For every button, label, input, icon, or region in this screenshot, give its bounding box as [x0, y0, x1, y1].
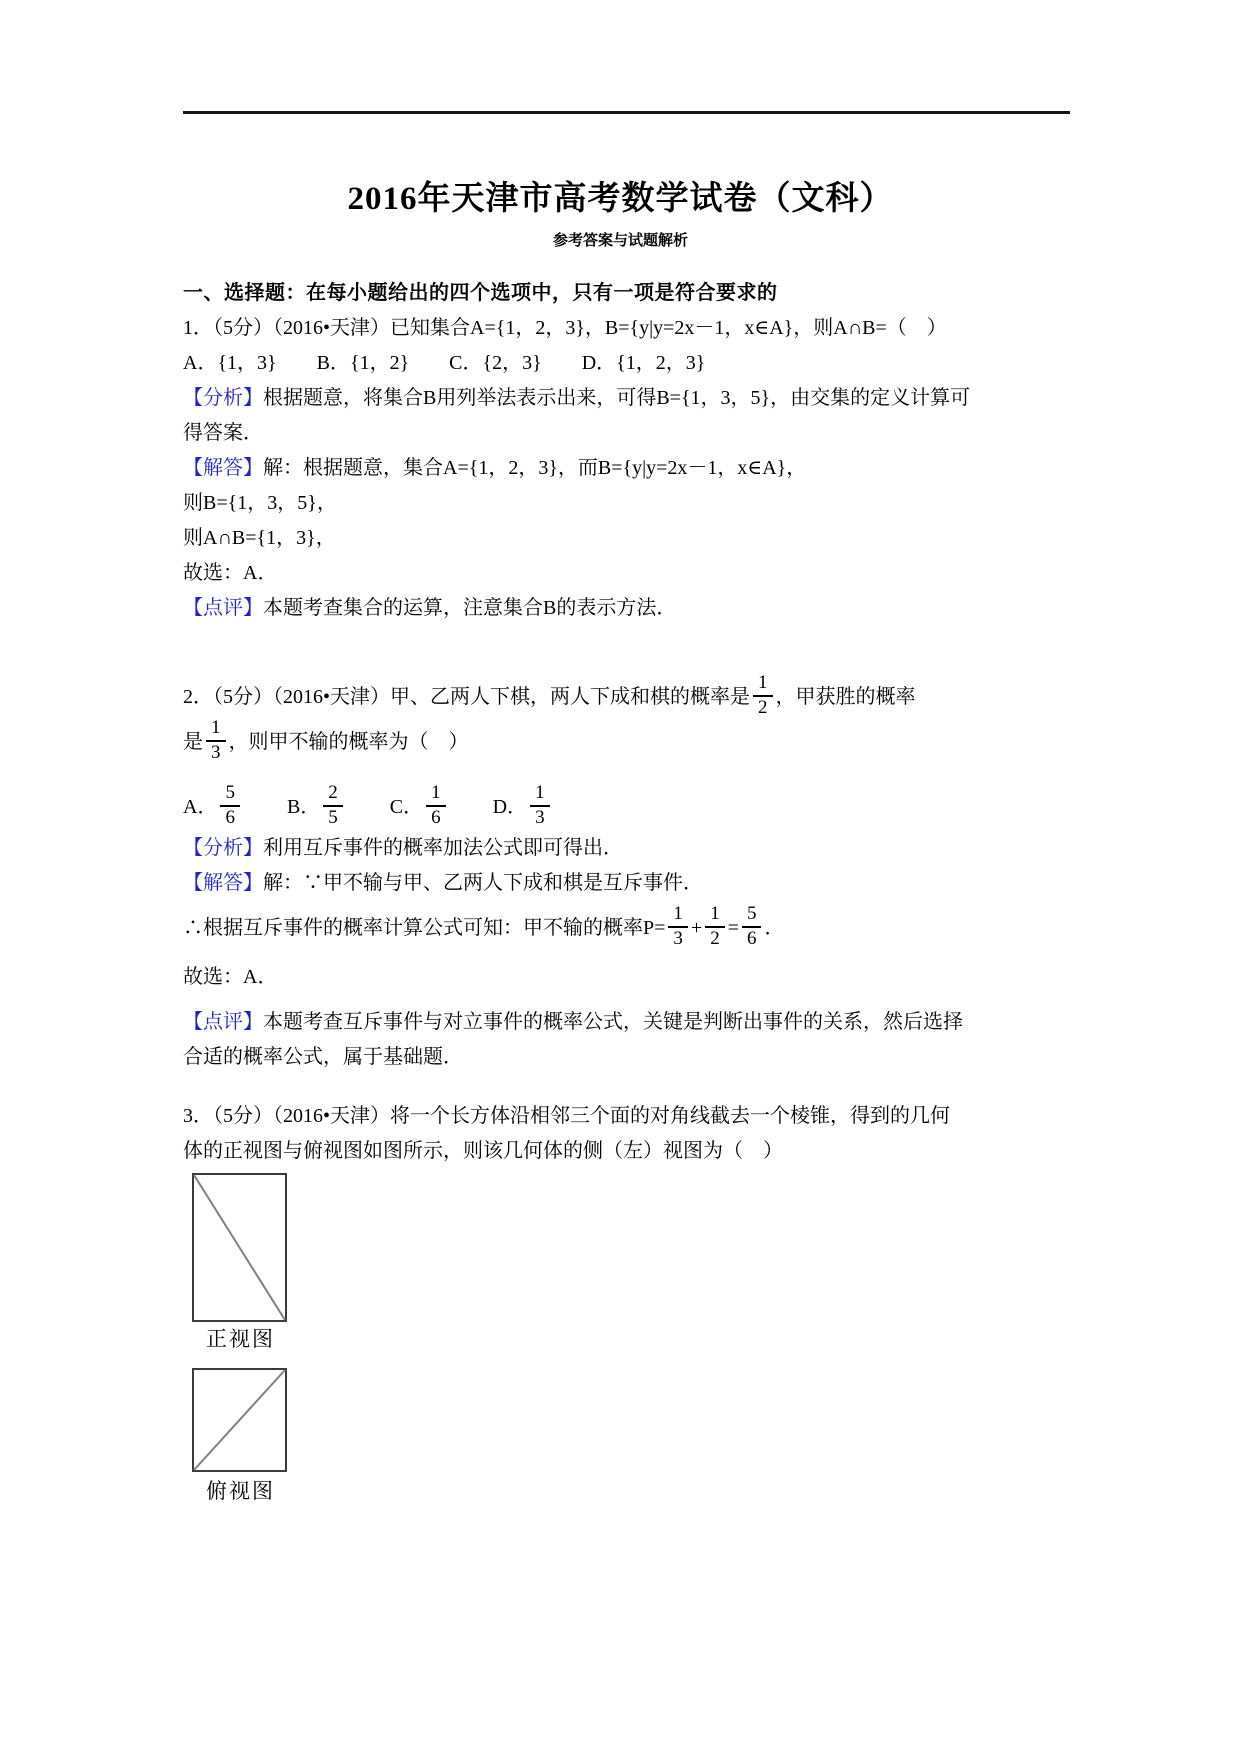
answer-label: 【解答】 [183, 457, 263, 479]
q2-comment-line2: 合适的概率公式，属于基础题． [183, 1046, 463, 1069]
q2-stem-text3: 是 [183, 731, 203, 754]
front-view-label: 正视图 [206, 1327, 275, 1352]
q2-option-d: D． $\frac{1}{3}$ [493, 796, 553, 818]
q2-option-a: A． $\frac{5}{6}$ [183, 796, 243, 818]
page-subtitle: 参考答案与试题解析 [552, 233, 688, 249]
q2-option-c: C． $\frac{1}{6}$ [390, 796, 449, 818]
q2-stem-text4: ，则甲不输的概率为（ ） [228, 731, 469, 754]
q1-analysis-line1 [183, 381, 1073, 416]
q1-solution-line1 [183, 451, 1073, 486]
q2-stem-text1: 2．（5分）（2016•天津）甲、乙两人下棋，两人下成和棋的概率是 [183, 686, 751, 709]
q2-solution-text: 解：∵甲不输与甲、乙两人下成和棋是互斥事件． [263, 872, 703, 895]
q1-analysis-line2: 得答案． [183, 422, 263, 444]
q1-stem: 1．（5分）（2016•天津）已知集合A={1，2，3}，B={y|y=2x－1，x∈A}，则A∩B=（ ） [183, 317, 947, 339]
q2-solution-line1 [183, 866, 1073, 901]
fraction-two-fifths: $\frac{2}{5}$ [323, 783, 343, 828]
q1-solution-line4: 故选：A． [183, 562, 278, 584]
fraction-one-sixth: $\frac{1}{6}$ [426, 783, 446, 828]
front-view-figure [192, 1173, 287, 1322]
fraction-one-third: $\frac{1}{3}$ [206, 718, 226, 763]
q2-option-b: B． $\frac{2}{5}$ [287, 796, 346, 818]
fraction-one-third: $\frac{1}{3}$ [668, 904, 688, 949]
comment-label: 【点评】 [183, 597, 263, 619]
fraction-five-sixths: $\frac{5}{6}$ [220, 783, 240, 828]
top-view-label: 俯视图 [206, 1479, 275, 1504]
q3-stem-line2: 体的正视图与俯视图如图所示，则该几何体的侧（左）视图为（ ） [183, 1140, 783, 1163]
header-rule [183, 111, 1070, 114]
q1-options: A．{1，3} B．{1，2} C．{2，3} D．{1，2，3} [183, 352, 706, 374]
q1-comment-text: 本题考查集合的运算，注意集合B的表示方法． [263, 597, 677, 619]
page-title: 2016年天津市高考数学试卷（文科） [347, 181, 894, 217]
section-heading: 一、选择题：在每小题给出的四个选项中，只有一项是符合要求的 [183, 282, 778, 304]
fraction-one-half: $\frac{1}{2}$ [705, 904, 725, 949]
comment-label: 【点评】 [183, 1011, 263, 1034]
q2-stem-line2 [183, 717, 1073, 766]
q1-solution-line2: 则B={1，3，5}， [183, 492, 337, 514]
equals-sign: = [727, 917, 739, 940]
q1-comment [183, 591, 1073, 626]
period: ． [764, 917, 785, 940]
analysis-label: 【分析】 [183, 837, 263, 860]
q2-comment-text: 本题考查互斥事件与对立事件的概率公式，关键是判断出事件的关系，然后选择 [263, 1011, 963, 1034]
q2-solution-formula [183, 903, 1073, 952]
q2-stem-line1 [183, 672, 1073, 721]
fraction-one-half: $\frac{1}{2}$ [753, 673, 773, 718]
answer-label: 【解答】 [183, 872, 263, 895]
fraction-five-sixths: $\frac{5}{6}$ [742, 904, 762, 949]
q2-analysis-text: 利用互斥事件的概率加法公式即可得出． [263, 837, 623, 860]
q3-figures [192, 1173, 1073, 1506]
analysis-label: 【分析】 [183, 387, 263, 409]
q2-solution-line3: 故选：A． [183, 966, 278, 989]
q1-solution-text: 解：根据题意，集合A={1，2，3}，而B={y|y=2x－1，x∈A}， [263, 457, 807, 479]
q2-formula-text: ∴根据互斥事件的概率计算公式可知：甲不输的概率P= [183, 917, 666, 940]
q1-solution-line3: 则A∩B={1，3}， [183, 527, 336, 549]
document-body [183, 276, 1073, 1506]
q2-options [183, 782, 1073, 831]
q2-comment-line1 [183, 1005, 1073, 1040]
q3-stem-line1: 3．（5分）（2016•天津）将一个长方体沿相邻三个面的对角线截去一个棱锥，得到的几何 [183, 1105, 951, 1128]
q2-analysis [183, 831, 1073, 866]
top-view-figure [192, 1368, 287, 1472]
q2-stem-text2: ，甲获胜的概率 [775, 686, 916, 709]
fraction-one-third: $\frac{1}{3}$ [530, 783, 550, 828]
q1-analysis-text: 根据题意，将集合B用列举法表示出来，可得B={1，3，5}，由交集的定义计算可 [263, 387, 971, 409]
plus-sign: + [690, 917, 703, 940]
